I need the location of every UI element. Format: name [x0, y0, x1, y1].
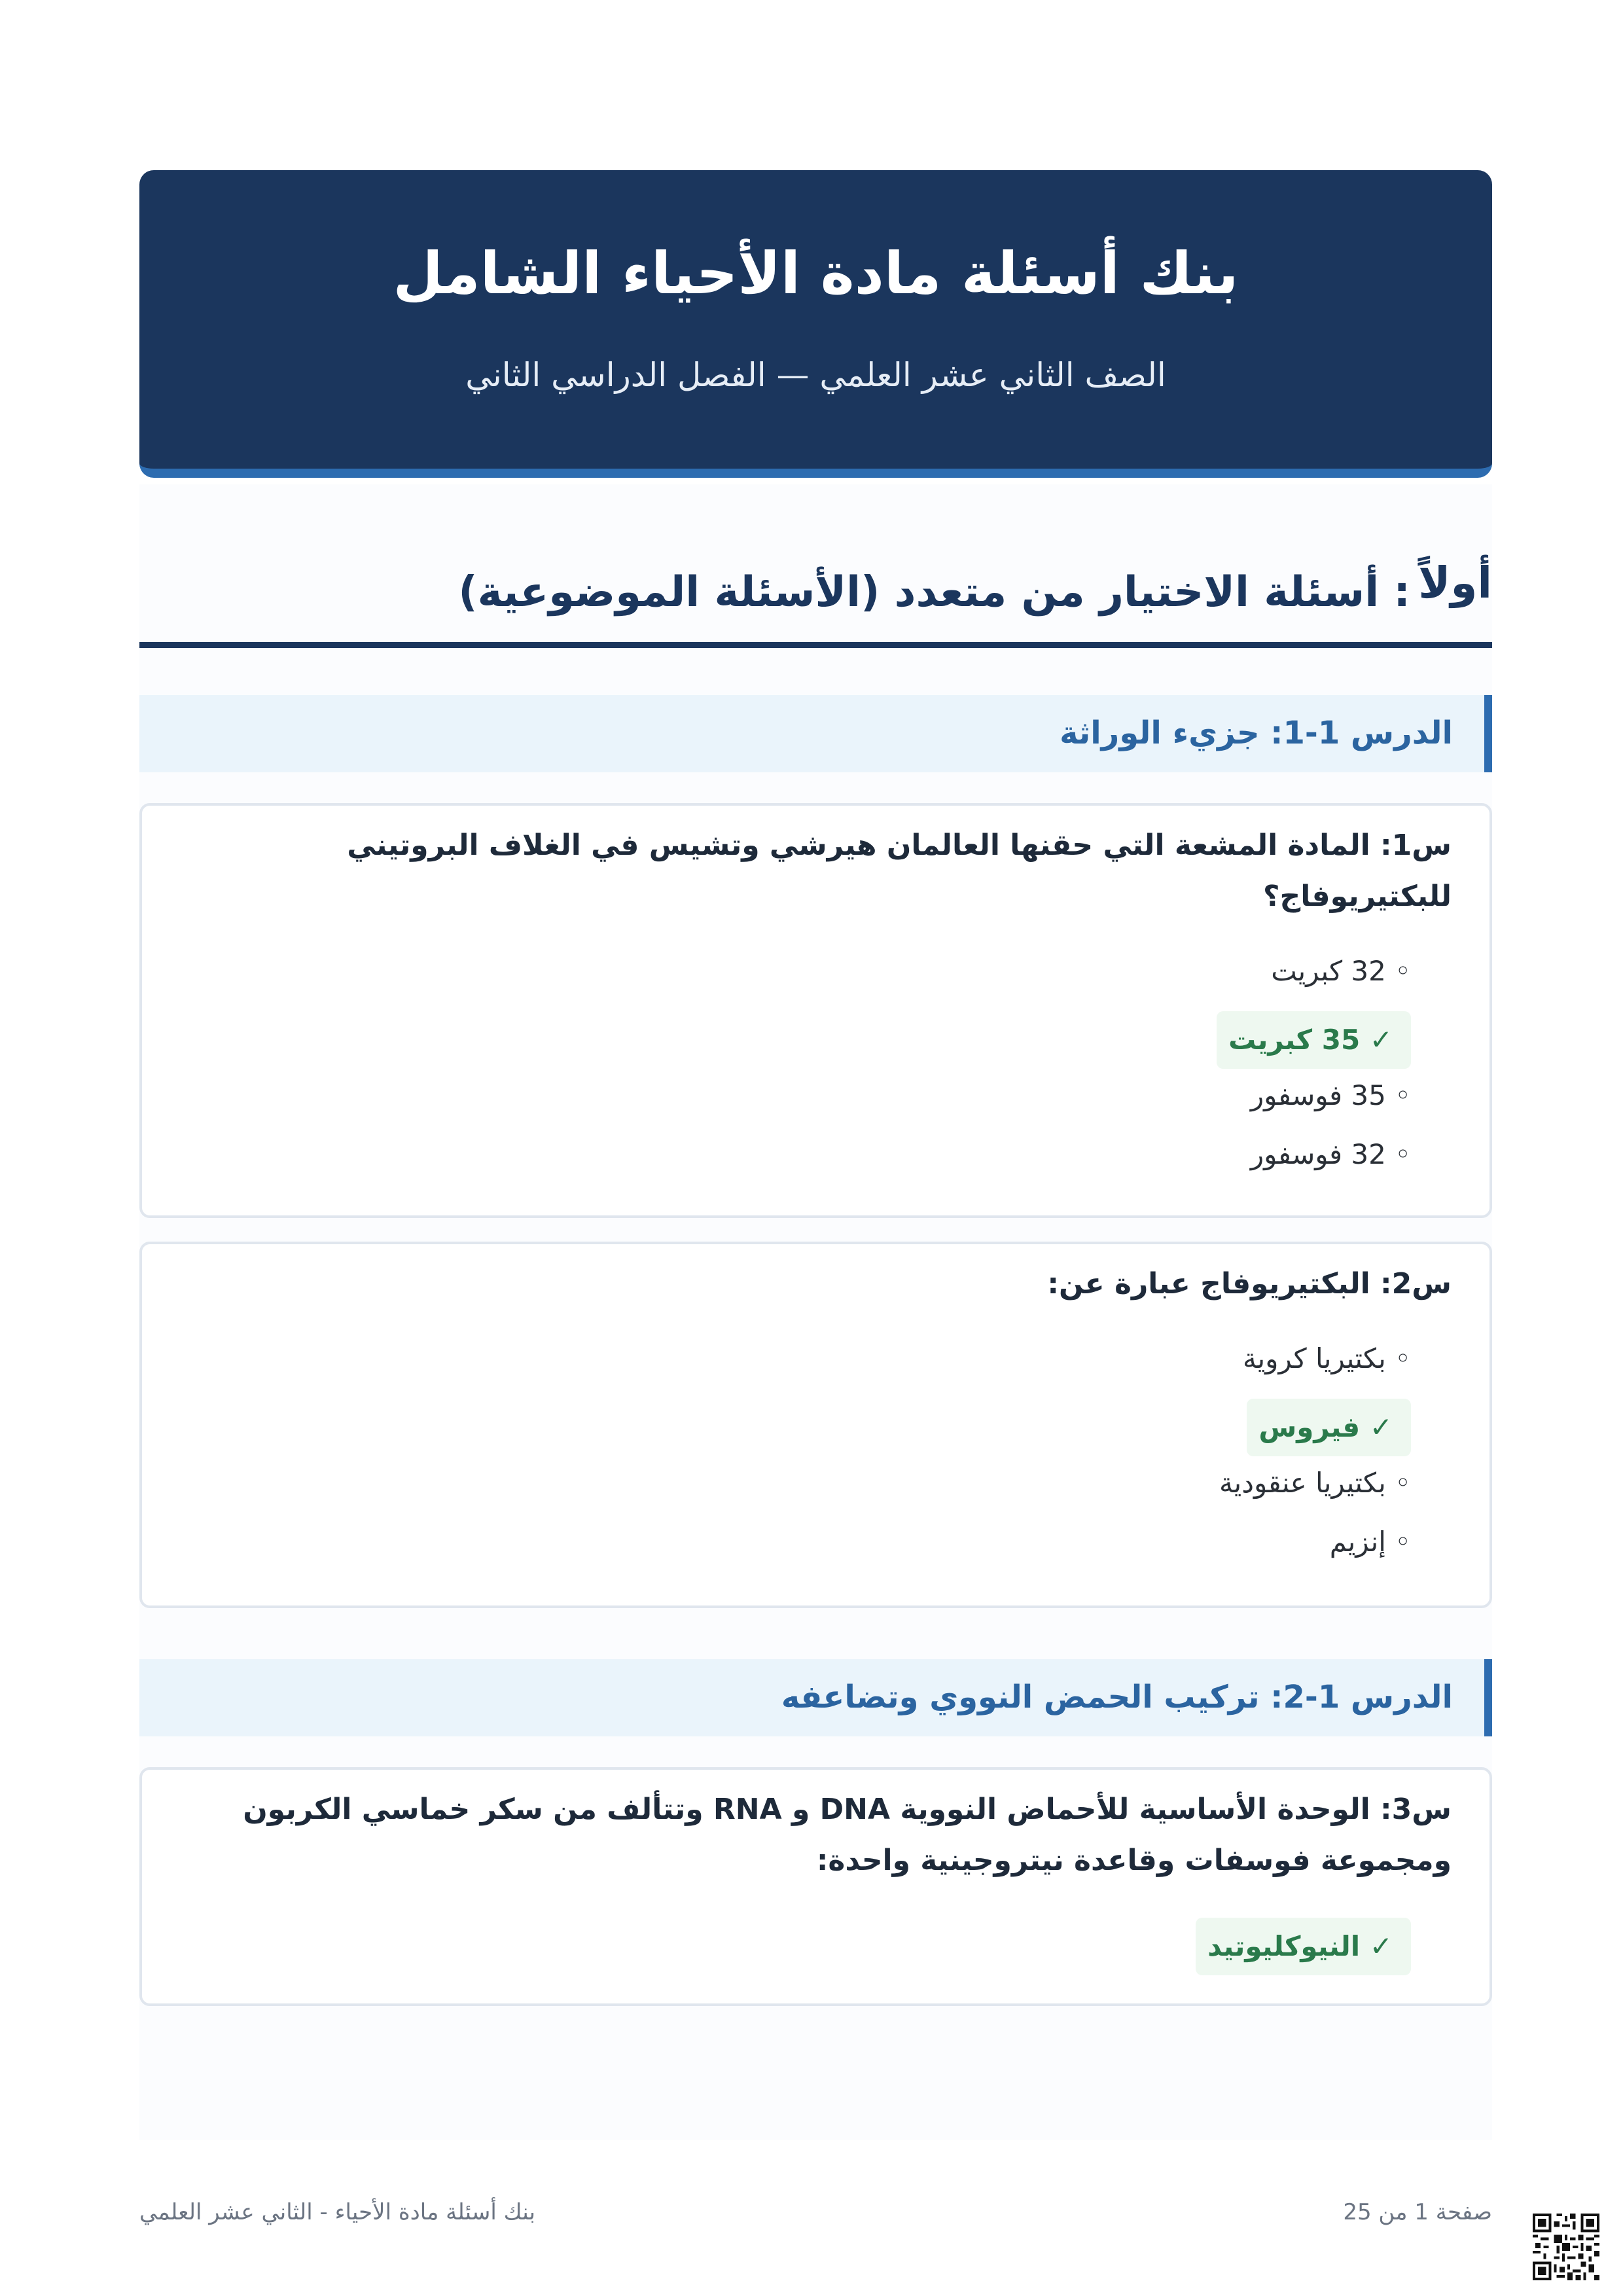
- lesson-header: [139, 695, 1492, 772]
- question-text-line: ومجموعة فوسفات وقاعدة نيتروجينية واحدة:: [816, 1844, 1452, 1877]
- lesson-title: الدرس 1-2: تركيب الحمض النووي وتضاعفه: [781, 1679, 1453, 1715]
- footer-document-title: بنك أسئلة مادة الأحياء - الثاني عشر العلمي: [139, 2199, 536, 2225]
- footer-page-number: صفحة 1 من 25: [1343, 2199, 1492, 2225]
- question-text-line: س3: الوحدة الأساسية للأحماض النووية DNA و RNA وتتألف من سكر خماسي الكربون: [243, 1793, 1452, 1826]
- answer-option: ◦ 32 كبريت: [1271, 955, 1411, 987]
- section-heading: [139, 550, 1492, 648]
- document-subtitle: الصف الثاني عشر العلمي — الفصل الدراسي الثاني: [465, 356, 1166, 394]
- question-card: [139, 803, 1492, 1218]
- section-title: : أسئلة الاختيار من متعدد (الأسئلة الموضوعية): [458, 568, 1410, 617]
- question-text-line: للبكتيريوفاج؟: [1263, 880, 1452, 913]
- section-number: أولاً: [1418, 558, 1492, 608]
- document-header: [139, 170, 1492, 478]
- answer-option: ◦ 32 فوسفور: [1250, 1138, 1411, 1170]
- answer-option: ◦ بكتيريا عنقودية: [1219, 1467, 1411, 1499]
- correct-answer-option: ✓ النيوكليوتيد: [1196, 1918, 1411, 1975]
- answer-option: ◦ 35 فوسفور: [1250, 1079, 1411, 1111]
- lesson-title: الدرس 1-1: جزيء الوراثة: [1060, 715, 1453, 751]
- correct-answer-option: ✓ 35 كبريت: [1217, 1011, 1411, 1069]
- question-card: [139, 1767, 1492, 2006]
- lesson-header: [139, 1659, 1492, 1736]
- question-text-line: س1: المادة المشعة التي حقنها العالمان هيرشي وتشيس في الغلاف البروتيني: [347, 829, 1452, 862]
- qr-code-icon: [1533, 2214, 1599, 2280]
- question-card: [139, 1242, 1492, 1608]
- answer-option: ◦ بكتيريا كروية: [1242, 1342, 1411, 1374]
- question-text-line: س2: البكتيريوفاج عبارة عن:: [1047, 1267, 1452, 1300]
- answer-option: ◦ إنزيم: [1329, 1526, 1411, 1558]
- correct-answer-option: ✓ فيروس: [1247, 1399, 1411, 1456]
- document-title: بنك أسئلة مادة الأحياء الشامل: [393, 240, 1239, 307]
